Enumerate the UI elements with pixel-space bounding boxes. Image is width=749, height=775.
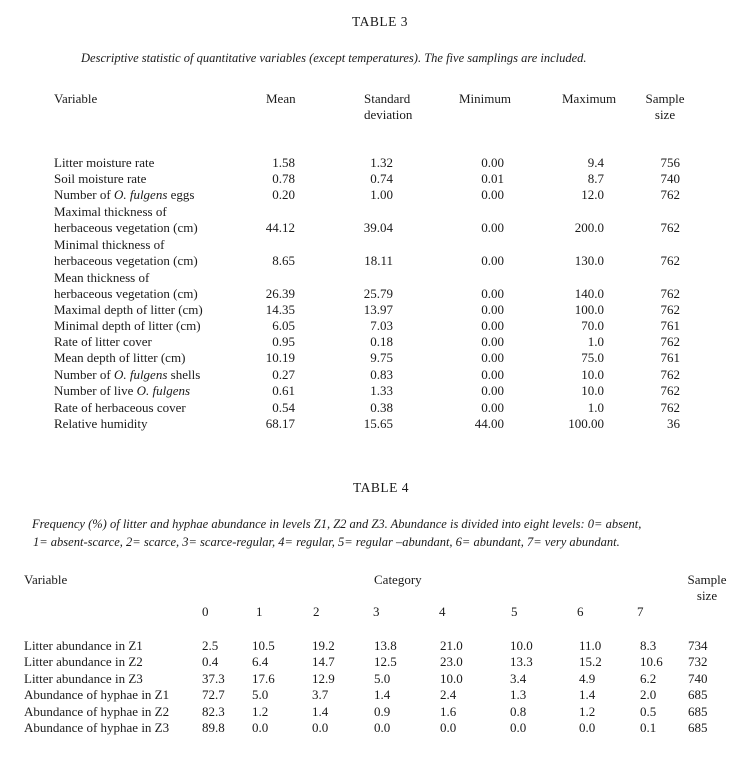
table4-cell-sample-size: 732 (688, 654, 708, 669)
table4-level-header: 0 (202, 604, 209, 619)
table3-cell-sample-size: 762 (660, 253, 680, 268)
table3-cell-max: 9.4 (587, 155, 604, 170)
table3-title: TABLE 3 (352, 14, 409, 29)
table3-cell-min: 0.00 (481, 400, 504, 415)
table3-cell-sd: 7.03 (370, 318, 393, 333)
table4-cell-level-2: 1.4 (312, 704, 329, 719)
table3-cell-mean: 0.20 (272, 187, 295, 202)
table3-cell-mean: 1.58 (272, 155, 295, 170)
table3-row-label: Number of O. fulgens eggs (54, 187, 195, 202)
table3-cell-max: 75.0 (581, 350, 604, 365)
table3-row-label: Number of live O. fulgens (54, 383, 191, 398)
table4-cell-level-4: 23.0 (440, 654, 463, 669)
table3-cell-sample-size: 761 (660, 318, 680, 333)
table3-cell-sd: 1.32 (370, 155, 393, 170)
table3-cell-sample-size: 762 (660, 220, 680, 235)
table3-cell-sample-size: 762 (660, 400, 680, 415)
table3-cell-sd: 1.33 (370, 383, 393, 398)
table3-cell-sd: 13.97 (363, 302, 393, 317)
table3-cell-max: 12.0 (581, 187, 604, 202)
table3-row-label: Soil moisture rate (54, 171, 147, 186)
table4-cell-level-7: 10.6 (640, 654, 663, 669)
table4-cell-sample-size: 685 (688, 720, 708, 735)
table3-cell-min: 0.00 (481, 253, 504, 268)
table3-cell-max: 200.0 (574, 220, 604, 235)
table4-cell-level-5: 10.0 (510, 638, 533, 653)
table4-cell-level-3: 13.8 (374, 638, 397, 653)
table3-cell-sample-size: 740 (660, 171, 680, 186)
table4-cell-level-2: 14.7 (312, 654, 335, 669)
table4-cell-level-5: 1.3 (510, 687, 527, 702)
table3-cell-min: 0.00 (481, 220, 504, 235)
table4-cell-level-4: 1.6 (440, 704, 457, 719)
table4-level-header: 3 (373, 604, 380, 619)
table4-cell-level-2: 0.0 (312, 720, 329, 735)
table3-cell-max: 1.0 (587, 400, 604, 415)
table3-header-size-line1: Sample (645, 91, 685, 106)
table3-cell-sample-size: 762 (660, 187, 680, 202)
table3-cell-mean: 8.65 (272, 253, 295, 268)
table3-cell-sd: 0.38 (370, 400, 393, 415)
table4-cell-level-0: 89.8 (202, 720, 225, 735)
table4-row-label: Abundance of hyphae in Z3 (24, 720, 170, 735)
table4-cell-level-1: 1.2 (252, 704, 269, 719)
table3-cell-sd: 1.00 (370, 187, 393, 202)
table3-cell-sample-size: 761 (660, 350, 680, 365)
table3-cell-min: 0.00 (481, 334, 504, 349)
table3-cell-sd: 0.18 (370, 334, 393, 349)
table3-cell-min: 0.00 (481, 155, 504, 170)
table4-cell-level-0: 2.5 (202, 638, 219, 653)
table4-header-category: Category (374, 572, 422, 587)
table4-cell-sample-size: 740 (688, 671, 708, 686)
table4-level-header: 6 (577, 604, 584, 619)
table4-cell-level-2: 12.9 (312, 671, 335, 686)
table3-row-label-line1: Minimal thickness of (54, 237, 165, 252)
table3-header-min: Minimum (459, 91, 512, 106)
table4-cell-level-3: 12.5 (374, 654, 397, 669)
table3-cell-min: 0.00 (481, 286, 504, 301)
table3-caption: Descriptive statistic of quantitative variables (except temperatures). The five samplings are included. (81, 51, 587, 65)
table3-cell-min: 0.00 (481, 350, 504, 365)
table3-cell-min: 0.00 (481, 318, 504, 333)
table4-cell-level-0: 37.3 (202, 671, 225, 686)
table3-header-size-line2: size (654, 107, 676, 122)
table3-row-label: Minimal depth of litter (cm) (54, 318, 201, 333)
table3-cell-max: 140.0 (574, 286, 604, 301)
table3-cell-max: 10.0 (581, 367, 604, 382)
table3-cell-sample-size: 762 (660, 286, 680, 301)
table4-cell-level-3: 0.0 (374, 720, 391, 735)
table3-cell-mean: 0.27 (272, 367, 295, 382)
table3-header-variable: Variable (54, 91, 98, 106)
table3-cell-max: 100.0 (574, 302, 604, 317)
table3-cell-sample-size: 762 (660, 302, 680, 317)
table3-cell-mean: 14.35 (265, 302, 295, 317)
table3-cell-min: 0.01 (481, 171, 504, 186)
table4-cell-level-6: 1.4 (579, 687, 596, 702)
table4-cell-level-5: 0.8 (510, 704, 527, 719)
table3-row-label-line1: Mean thickness of (54, 270, 150, 285)
table3-cell-min: 0.00 (481, 383, 504, 398)
table3-cell-sd: 39.04 (363, 220, 393, 235)
table4-cell-level-4: 0.0 (440, 720, 457, 735)
table3-cell-sample-size: 756 (660, 155, 680, 170)
table3-cell-max: 130.0 (574, 253, 604, 268)
table4-header-variable: Variable (24, 572, 68, 587)
table4-level-header: 5 (511, 604, 518, 619)
table4-cell-level-7: 8.3 (640, 638, 657, 653)
table4-cell-level-4: 10.0 (440, 671, 463, 686)
table4-cell-level-3: 1.4 (374, 687, 391, 702)
table4-caption-line1: Frequency (%) of litter and hyphae abundance in levels Z1, Z2 and Z3. Abundance is divided into eight levels: 0= absent, (32, 517, 642, 531)
table4-cell-level-1: 17.6 (252, 671, 275, 686)
table3-row-label: Rate of litter cover (54, 334, 152, 349)
table3-row-label: herbaceous vegetation (cm) (54, 286, 198, 301)
table4-cell-level-4: 2.4 (440, 687, 457, 702)
table4-cell-level-5: 0.0 (510, 720, 527, 735)
table4-level-header: 4 (439, 604, 446, 619)
table3-cell-sample-size: 762 (660, 334, 680, 349)
table3-cell-mean: 68.17 (265, 416, 295, 431)
table4-cell-level-3: 5.0 (374, 671, 391, 686)
table4-row-label: Litter abundance in Z2 (24, 654, 143, 669)
table3-cell-mean: 0.61 (272, 383, 295, 398)
table3-row-label: Mean depth of litter (cm) (54, 350, 186, 365)
table4-row-label: Abundance of hyphae in Z2 (24, 704, 170, 719)
table4-cell-level-1: 0.0 (252, 720, 269, 735)
table4-cell-level-7: 6.2 (640, 671, 657, 686)
table3-row-label: Relative humidity (54, 416, 148, 431)
table4-cell-level-5: 3.4 (510, 671, 527, 686)
table3-cell-sd: 18.11 (364, 253, 393, 268)
table3-row-label: Number of O. fulgens shells (54, 367, 201, 382)
table3-cell-mean: 0.54 (272, 400, 295, 415)
table4-header-size-line2: size (696, 588, 718, 603)
table4-cell-level-7: 2.0 (640, 687, 657, 702)
table3-cell-min: 0.00 (481, 187, 504, 202)
table3-cell-sample-size: 762 (660, 383, 680, 398)
table3-cell-sd: 9.75 (370, 350, 393, 365)
table3-cell-sd: 15.65 (363, 416, 393, 431)
table4-cell-level-3: 0.9 (374, 704, 391, 719)
table4-level-header: 2 (313, 604, 320, 619)
table4-cell-level-5: 13.3 (510, 654, 533, 669)
table3-cell-min: 0.00 (481, 302, 504, 317)
table3-cell-sd: 25.79 (363, 286, 393, 301)
table4-cell-level-0: 72.7 (202, 687, 225, 702)
table4-cell-level-4: 21.0 (440, 638, 463, 653)
table4-header-size-line1: Sample (687, 572, 727, 587)
table4-cell-level-0: 0.4 (202, 654, 219, 669)
table4-cell-level-6: 15.2 (579, 654, 602, 669)
table4-cell-level-2: 19.2 (312, 638, 335, 653)
table3-cell-mean: 44.12 (265, 220, 295, 235)
table3-cell-min: 0.00 (481, 367, 504, 382)
table3-header-sd-line2: deviation (364, 107, 413, 122)
table4-level-header: 1 (256, 604, 263, 619)
table3-cell-mean: 6.05 (272, 318, 295, 333)
table3-cell-max: 8.7 (587, 171, 604, 186)
table3-row-label: Maximal depth of litter (cm) (54, 302, 203, 317)
table3-cell-mean: 0.95 (272, 334, 295, 349)
table3-cell-sd: 0.74 (370, 171, 393, 186)
table3-row-label: herbaceous vegetation (cm) (54, 220, 198, 235)
table3-header-mean: Mean (266, 91, 296, 106)
table3-cell-max: 100.00 (568, 416, 604, 431)
table4-cell-level-1: 6.4 (252, 654, 269, 669)
table3-row-label: Litter moisture rate (54, 155, 155, 170)
table4-cell-level-6: 0.0 (579, 720, 596, 735)
table4-row-label: Litter abundance in Z3 (24, 671, 143, 686)
table3-cell-max: 1.0 (587, 334, 604, 349)
table3-cell-sample-size: 762 (660, 367, 680, 382)
table4-cell-level-6: 4.9 (579, 671, 596, 686)
table4-cell-sample-size: 685 (688, 687, 708, 702)
table3-cell-max: 70.0 (581, 318, 604, 333)
table3-header-max: Maximum (562, 91, 617, 106)
table4-cell-level-6: 11.0 (579, 638, 602, 653)
table3-cell-max: 10.0 (581, 383, 604, 398)
table3-cell-sample-size: 36 (667, 416, 680, 431)
table3-row-label-line1: Maximal thickness of (54, 204, 167, 219)
table4-cell-level-1: 10.5 (252, 638, 275, 653)
table4-cell-sample-size: 734 (688, 638, 708, 653)
table4-cell-level-7: 0.1 (640, 720, 657, 735)
table3-cell-min: 44.00 (474, 416, 504, 431)
table4-cell-level-6: 1.2 (579, 704, 596, 719)
table4-cell-level-0: 82.3 (202, 704, 225, 719)
table4-title: TABLE 4 (353, 480, 410, 495)
table4-cell-level-2: 3.7 (312, 687, 329, 702)
table4-level-header: 7 (637, 604, 644, 619)
table4-row-label: Litter abundance in Z1 (24, 638, 143, 653)
table3-cell-sd: 0.83 (370, 367, 393, 382)
table4-caption-line2: 1= absent-scarce, 2= scarce, 3= scarce-regular, 4= regular, 5= regular –abundant, 6= abundant, 7= very abundant. (33, 535, 620, 549)
table4-cell-level-7: 0.5 (640, 704, 657, 719)
table3-row-label: Rate of herbaceous cover (54, 400, 186, 415)
table3-cell-mean: 0.78 (272, 171, 295, 186)
table3-header-sd-line1: Standard (364, 91, 411, 106)
table4-cell-level-1: 5.0 (252, 687, 269, 702)
table3-cell-mean: 10.19 (265, 350, 295, 365)
table4-cell-sample-size: 685 (688, 704, 708, 719)
table3-cell-mean: 26.39 (265, 286, 295, 301)
table3-row-label: herbaceous vegetation (cm) (54, 253, 198, 268)
table4-row-label: Abundance of hyphae in Z1 (24, 687, 170, 702)
